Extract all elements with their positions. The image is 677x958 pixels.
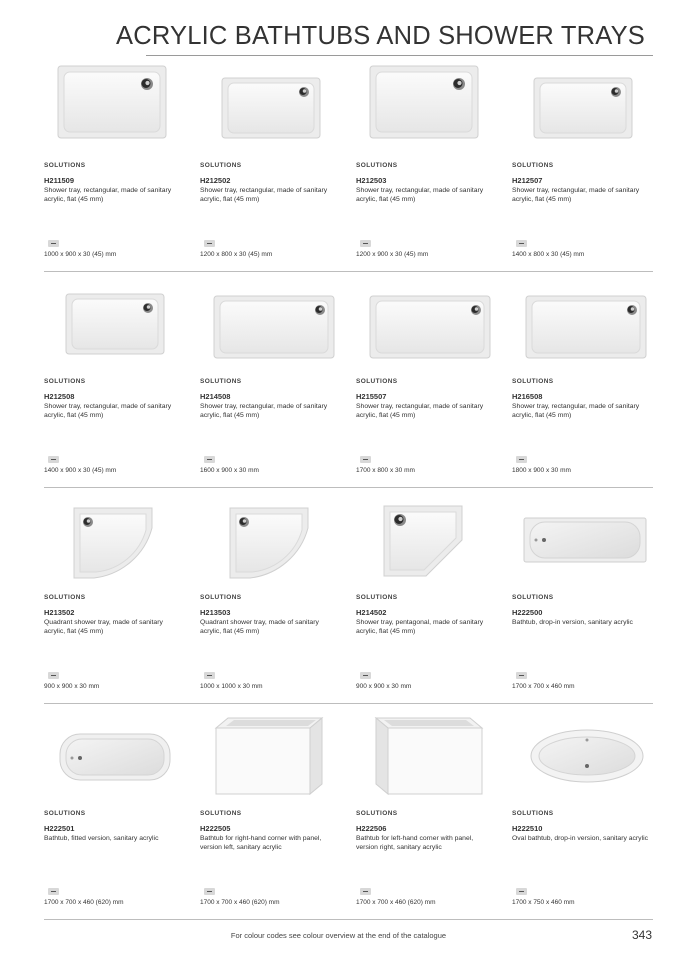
product-description: Bathtub, fitted version, sanitary acrylic [44,835,159,842]
product-description: Quadrant shower tray, made of sanitary acrylic, flat (45 mm) [200,619,319,635]
product-code: H211509 [44,176,75,185]
product-card [44,704,194,920]
dimension-icon [204,672,215,679]
dimension-icon [204,456,215,463]
product-code: H222506 [356,824,387,833]
product-image [44,704,194,804]
product-card [200,272,350,488]
product-card [512,56,662,272]
product-series: SOLUTIONS [200,810,242,817]
dimension-icon [516,240,527,247]
dimension-icon [360,240,371,247]
product-image [512,488,662,588]
product-description: Shower tray, rectangular, made of sanitary acrylic, flat (45 mm) [200,403,328,419]
dimension-icon [48,240,59,247]
product-description: Bathtub for right-hand corner with panel, version left, sanitary acrylic [200,835,322,851]
product-code: H216508 [512,392,543,401]
product-image [512,704,662,804]
dimension-icon [516,888,527,895]
product-dimensions: 900 x 900 x 30 mm [356,683,412,690]
product-code: H222505 [200,824,231,833]
product-dimensions: 1000 x 900 x 30 (45) mm [44,251,117,258]
product-series: SOLUTIONS [200,594,242,601]
product-series: SOLUTIONS [44,810,86,817]
product-card [200,56,350,272]
product-dimensions: 1700 x 700 x 460 mm [512,683,575,690]
product-series: SOLUTIONS [512,810,554,817]
product-card [200,704,350,920]
product-card [44,488,194,704]
product-code: H212508 [44,392,75,401]
product-code: H214508 [200,392,231,401]
product-series: SOLUTIONS [356,810,398,817]
product-card [356,56,506,272]
product-row [44,488,653,704]
product-description: Oval bathtub, drop-in version, sanitary acrylic [512,835,648,842]
product-description: Shower tray, rectangular, made of sanitary acrylic, flat (45 mm) [44,187,172,203]
page-number: 343 [631,928,652,942]
dimension-icon [204,240,215,247]
product-dimensions: 1700 x 700 x 460 (620) mm [356,899,436,906]
dimension-icon [204,888,215,895]
product-series: SOLUTIONS [44,162,86,169]
product-row [44,56,653,272]
product-description: Shower tray, rectangular, made of sanitary acrylic, flat (45 mm) [356,187,484,203]
product-image [356,488,506,588]
product-card [356,488,506,704]
product-dimensions: 1200 x 800 x 30 (45) mm [200,251,273,258]
product-dimensions: 1700 x 700 x 460 (620) mm [44,899,124,906]
product-series: SOLUTIONS [512,162,554,169]
product-dimensions: 900 x 900 x 30 mm [44,683,100,690]
product-series: SOLUTIONS [512,378,554,385]
product-dimensions: 1000 x 1000 x 30 mm [200,683,263,690]
dimension-icon [360,672,371,679]
product-dimensions: 1700 x 700 x 460 (620) mm [200,899,280,906]
product-code: H222510 [512,824,543,833]
product-image [200,272,350,372]
product-card [512,272,662,488]
dimension-icon [48,672,59,679]
product-card [200,488,350,704]
product-image [356,704,506,804]
product-card [512,704,662,920]
product-code: H212502 [200,176,231,185]
product-series: SOLUTIONS [356,594,398,601]
product-series: SOLUTIONS [356,378,398,385]
product-series: SOLUTIONS [200,378,242,385]
product-image [356,56,506,156]
product-image [200,704,350,804]
product-row [44,704,653,920]
product-series: SOLUTIONS [200,162,242,169]
product-description: Shower tray, rectangular, made of sanitary acrylic, flat (45 mm) [512,187,640,203]
product-description: Quadrant shower tray, made of sanitary acrylic, flat (45 mm) [44,619,163,635]
product-card [44,272,194,488]
product-dimensions: 1800 x 900 x 30 mm [512,467,571,474]
product-image [44,56,194,156]
product-description: Shower tray, pentagonal, made of sanitary acrylic, flat (45 mm) [356,619,484,635]
product-card [356,272,506,488]
product-code: H213503 [200,608,231,617]
product-dimensions: 1400 x 900 x 30 (45) mm [44,467,117,474]
product-dimensions: 1200 x 900 x 30 (45) mm [356,251,429,258]
product-image [200,56,350,156]
product-code: H214502 [356,608,387,617]
dimension-icon [48,888,59,895]
product-description: Shower tray, rectangular, made of sanitary acrylic, flat (45 mm) [512,403,640,419]
page-title: ACRYLIC BATHTUBS AND SHOWER TRAYS [116,22,645,50]
product-dimensions: 1700 x 800 x 30 mm [356,467,415,474]
product-series: SOLUTIONS [356,162,398,169]
dimension-icon [516,456,527,463]
product-image [356,272,506,372]
product-description: Shower tray, rectangular, made of sanitary acrylic, flat (45 mm) [356,403,484,419]
product-image [512,56,662,156]
product-image [44,488,194,588]
product-description: Shower tray, rectangular, made of sanitary acrylic, flat (45 mm) [44,403,172,419]
product-code: H212503 [356,176,387,185]
product-code: H215507 [356,392,387,401]
product-series: SOLUTIONS [44,378,86,385]
product-series: SOLUTIONS [512,594,554,601]
product-description: Bathtub, drop-in version, sanitary acrylic [512,619,633,626]
product-card [356,704,506,920]
product-dimensions: 1700 x 750 x 460 mm [512,899,575,906]
product-code: H222500 [512,608,543,617]
product-dimensions: 1600 x 900 x 30 mm [200,467,259,474]
product-card [44,56,194,272]
product-series: SOLUTIONS [44,594,86,601]
dimension-icon [360,456,371,463]
product-description: Shower tray, rectangular, made of sanitary acrylic, flat (45 mm) [200,187,328,203]
product-code: H212507 [512,176,543,185]
dimension-icon [360,888,371,895]
product-card [512,488,662,704]
footer-note: For colour codes see colour overview at the end of the catalogue [230,931,447,940]
product-image [512,272,662,372]
product-dimensions: 1400 x 800 x 30 (45) mm [512,251,585,258]
product-code: H213502 [44,608,75,617]
dimension-icon [48,456,59,463]
product-image [44,272,194,372]
row-divider [44,919,653,920]
product-code: H222501 [44,824,75,833]
product-image [200,488,350,588]
dimension-icon [516,672,527,679]
product-description: Bathtub for left-hand corner with panel, version right, sanitary acrylic [356,835,474,851]
product-row [44,272,653,488]
